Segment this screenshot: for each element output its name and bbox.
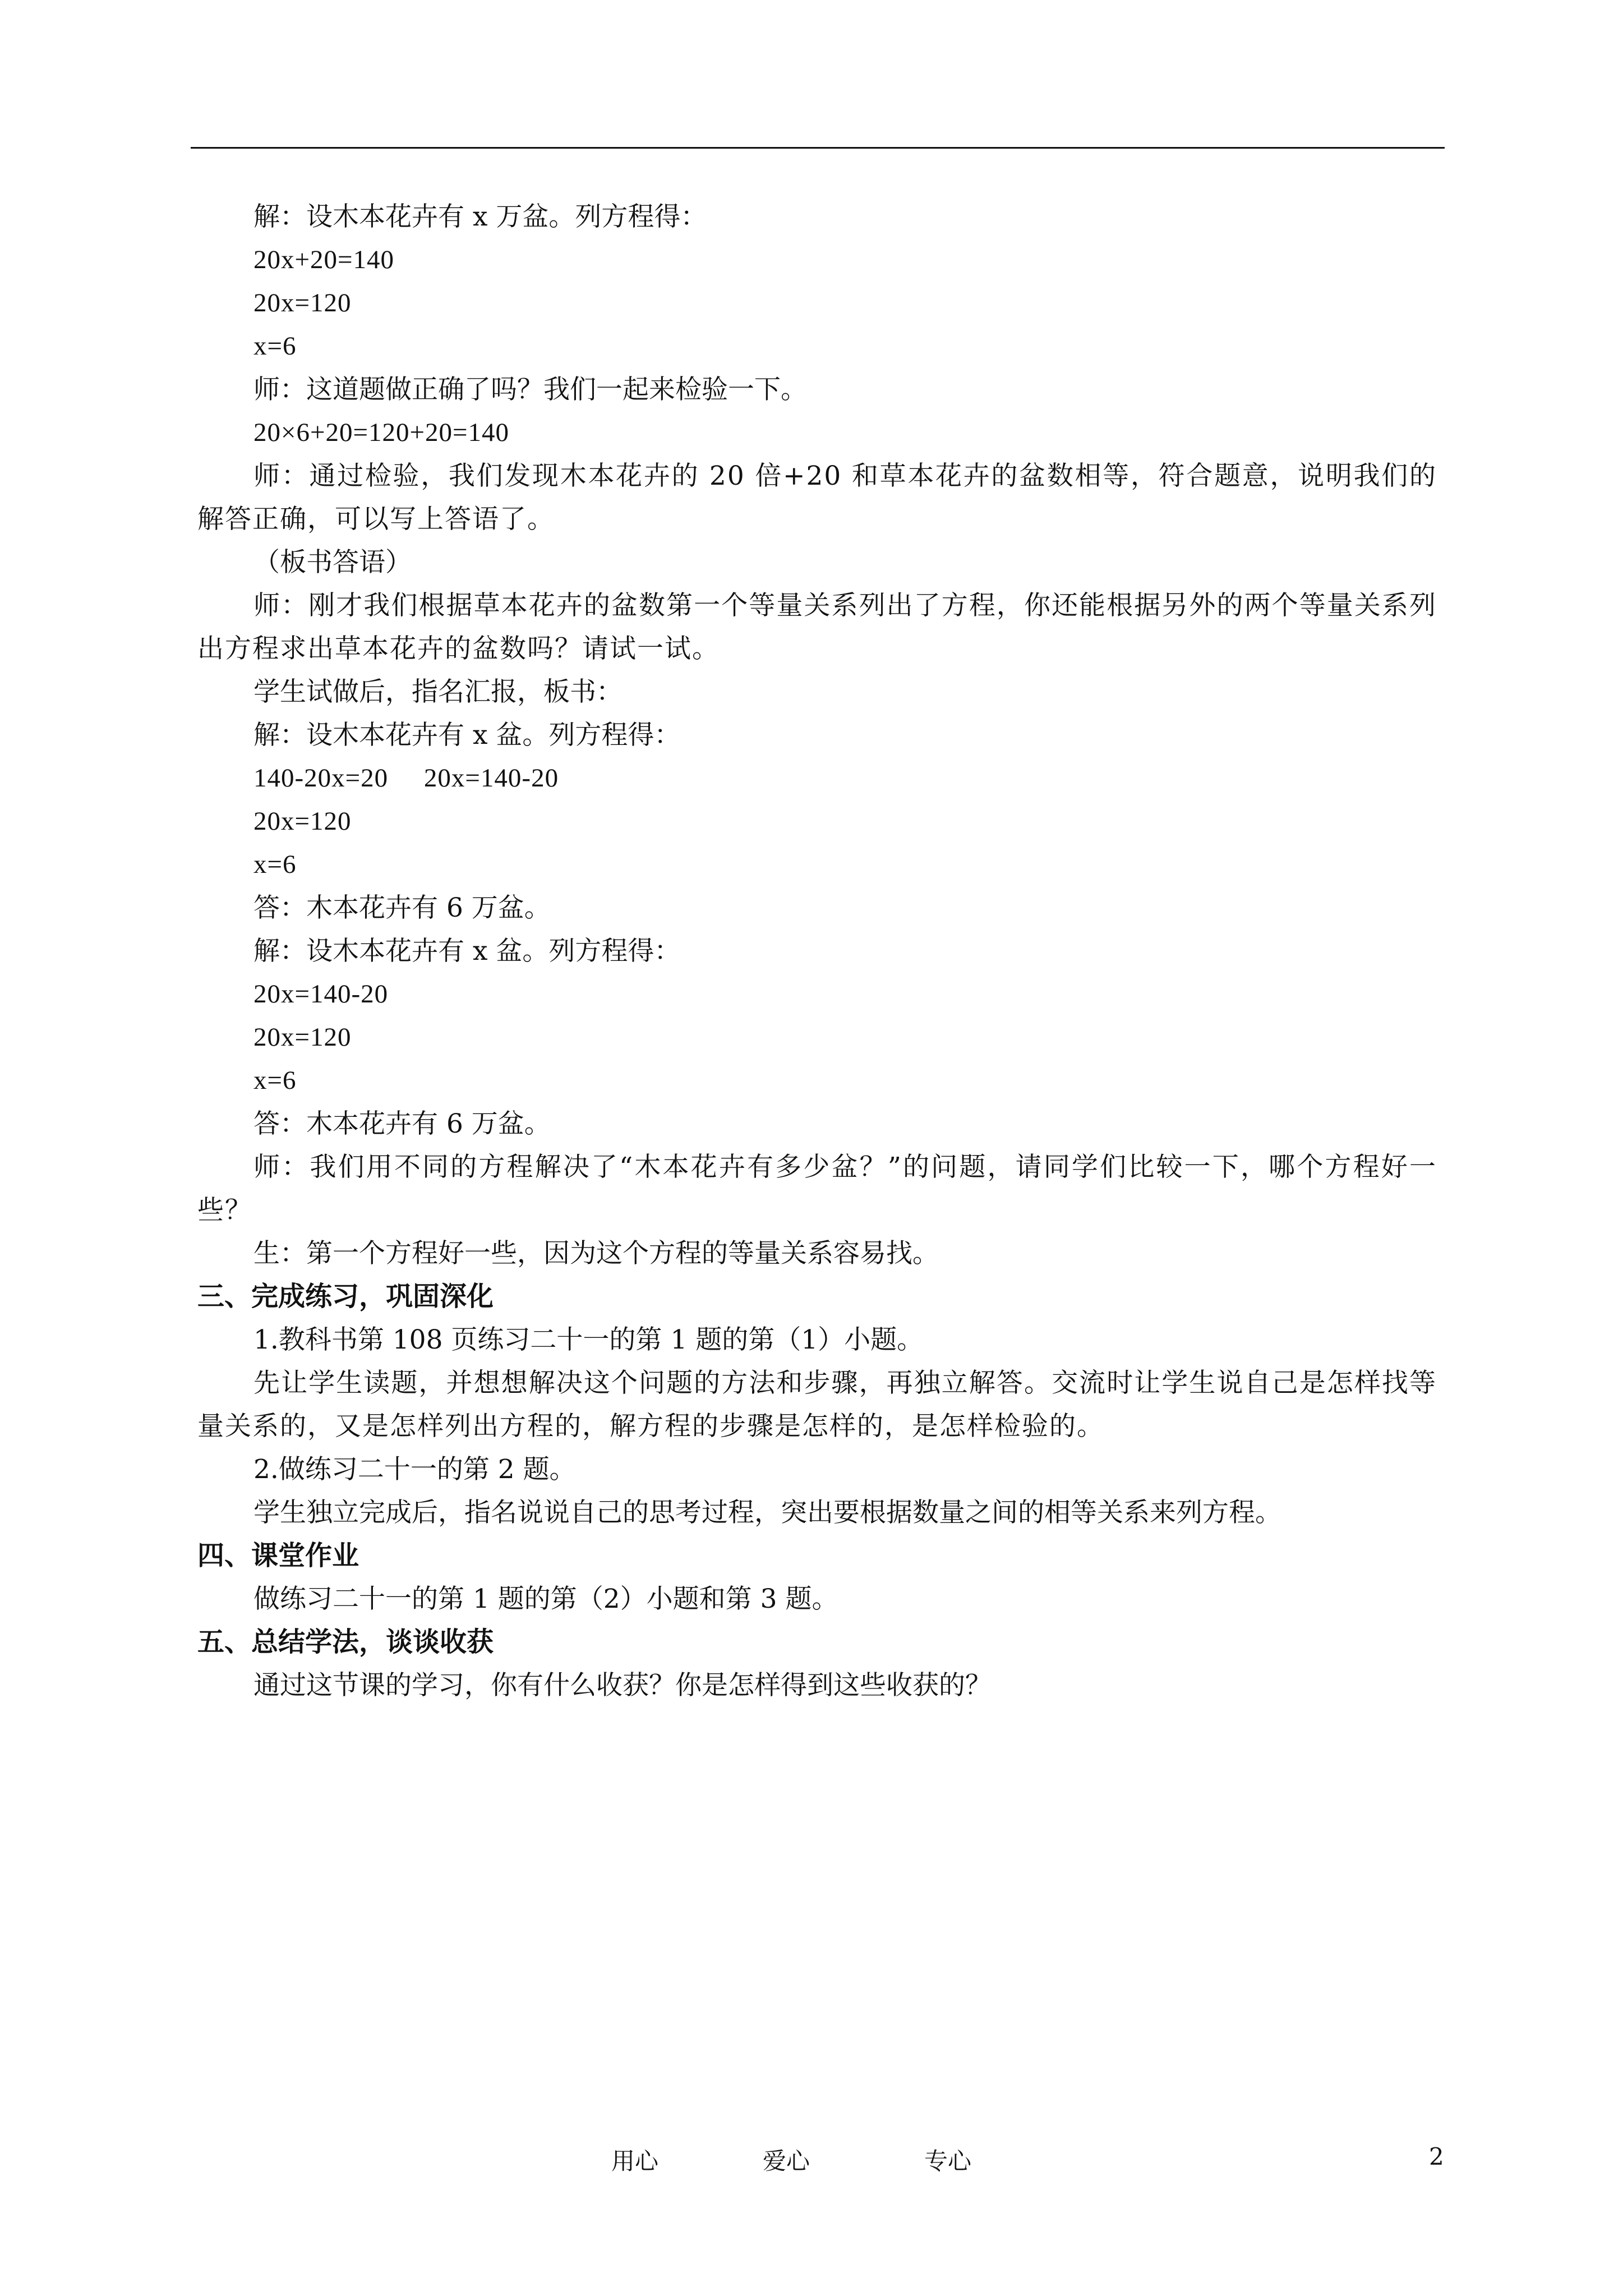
footer-word: 专心: [924, 2147, 972, 2175]
homework-line: 做练习二十一的第 1 题的第（2）小题和第 3 题。: [253, 1584, 838, 1614]
equation-line: 20x+20=140: [253, 245, 395, 274]
section-heading-homework: 四、课堂作业: [197, 1540, 359, 1571]
header-rule: [191, 147, 1445, 149]
section-heading-summary: 五、总结学法，谈谈收获: [197, 1626, 494, 1658]
exercise-item: 1.教科书第 108 页练习二十一的第 1 题的第（1）小题。: [253, 1324, 924, 1355]
document-body: [197, 195, 1437, 1707]
teacher-paragraph: 师：刚才我们根据草本花卉的盆数第一个等量关系列出了方程，你还能根据另外的两个等量关系列出方程求出草本花卉的盆数吗？请试一试。: [197, 590, 1437, 664]
teacher-paragraph: 师：通过检验，我们发现木本花卉的 20 倍+20 和草本花卉的盆数相等，符合题意，说明我们的解答正确，可以写上答语了。: [197, 461, 1437, 535]
page-number: 2: [1429, 2143, 1444, 2170]
teacher-line: 师：这道题做正确了吗？我们一起来检验一下。: [253, 374, 807, 405]
board-answer-note: （板书答语）: [253, 547, 412, 578]
footer-word: 用心: [611, 2147, 659, 2175]
exercise-note: 学生独立完成后，指名说说自己的思考过程，突出要根据数量之间的相等关系来列方程。: [253, 1497, 1281, 1528]
solution-setup-line: 解：设木本花卉有 x 万盆。列方程得：: [253, 201, 707, 232]
equation-line: x=6: [253, 332, 297, 361]
equation-line: 20x=120: [253, 288, 352, 318]
equation-line: 140-20x=20 20x=140-20: [253, 763, 559, 793]
student-line: 生：第一个方程好一些，因为这个方程的等量关系容易找。: [253, 1238, 939, 1269]
equation-line: 20x=140-20: [253, 979, 389, 1009]
exercise-item: 2.做练习二十一的第 2 题。: [253, 1454, 576, 1485]
page-footer: [0, 2143, 1623, 2177]
answer-line: 答：木本花卉有 6 万盆。: [253, 892, 551, 923]
exercise-paragraph: 先让学生读题，并想想解决这个问题的方法和步骤，再独立解答。交流时让学生说自己是怎样找等量关系的，又是怎样列出方程的，解方程的步骤是怎样的，是怎样检验的。: [197, 1368, 1437, 1442]
solution-setup-line: 解：设木本花卉有 x 盆。列方程得：: [253, 720, 681, 751]
equation-line: x=6: [253, 1066, 297, 1095]
equation-line: 20x=120: [253, 1023, 352, 1052]
equation-line: 20x=120: [253, 807, 352, 836]
section-heading-practice: 三、完成练习，巩固深化: [197, 1281, 494, 1312]
verification-line: 20×6+20=120+20=140: [253, 418, 510, 447]
answer-line: 答：木本花卉有 6 万盆。: [253, 1108, 551, 1139]
teacher-paragraph: 师：我们用不同的方程解决了“木本花卉有多少盆？”的问题，请同学们比较一下，哪个方程好一些？: [197, 1152, 1437, 1226]
student-report-line: 学生试做后，指名汇报，板书：: [253, 677, 623, 707]
equation-line: x=6: [253, 850, 297, 879]
footer-word: 爱心: [763, 2147, 810, 2175]
solution-setup-line: 解：设木本花卉有 x 盆。列方程得：: [253, 936, 681, 967]
summary-line: 通过这节课的学习，你有什么收获？你是怎样得到这些收获的？: [253, 1670, 992, 1701]
